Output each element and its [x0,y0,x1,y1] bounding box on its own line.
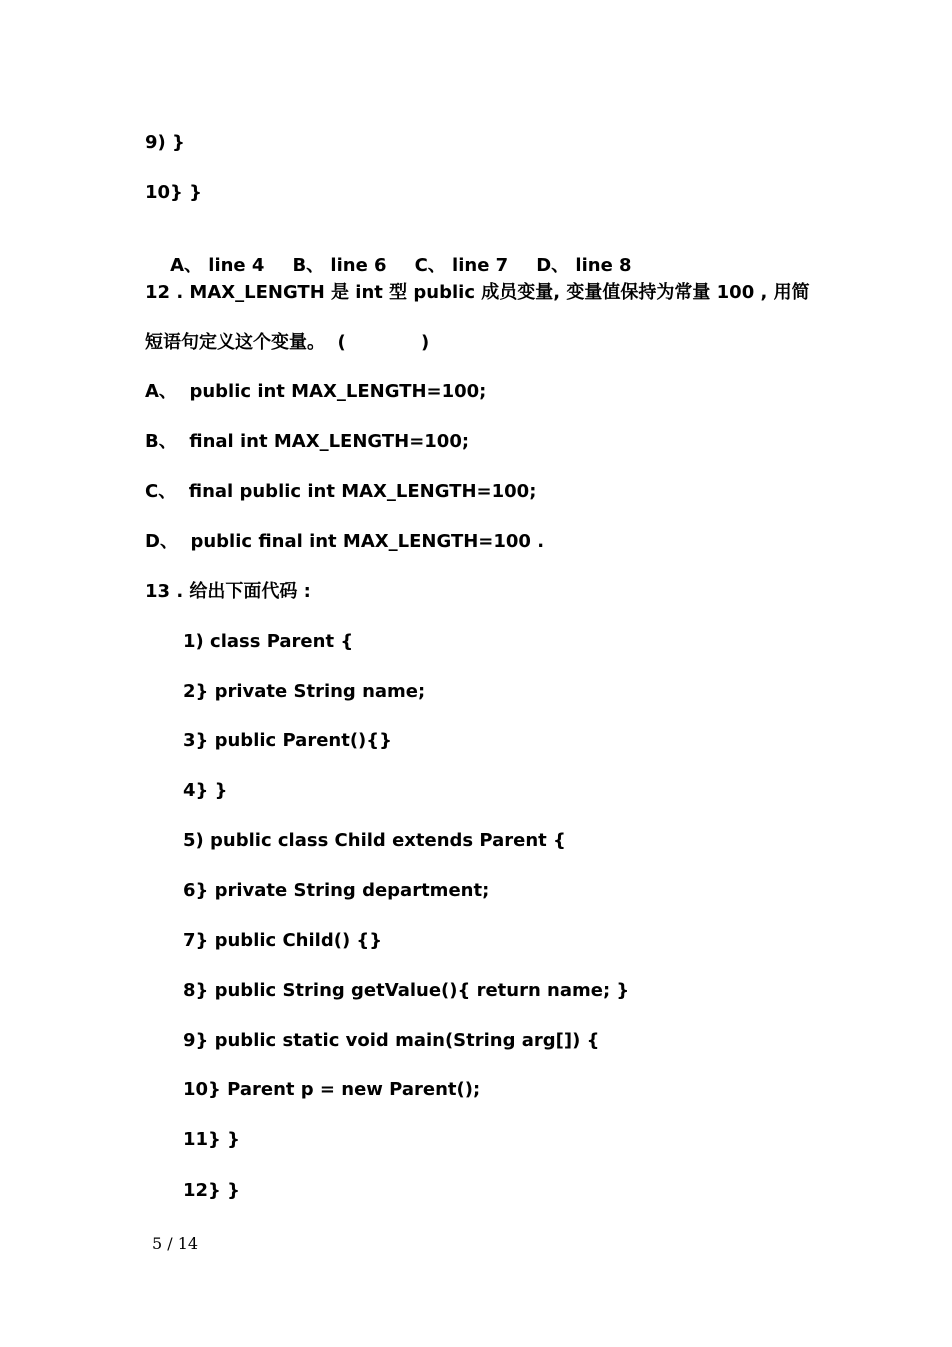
code-line: 5) public class Child extends Parent { [183,830,566,851]
code-line: 2} private String name; [183,681,426,702]
code-line: 10} Parent p = new Parent(); [183,1079,481,1100]
q11-option-c: C、 line 7 [414,255,509,276]
q12-text-line-2: 短语句定义这个变量。 ( ) [145,332,430,353]
code-line-9: 9) } [145,132,185,153]
code-line: 8} public String getValue(){ return name; } [183,980,630,1001]
code-line: 1) class Parent { [183,631,354,652]
code-line: 12} } [183,1180,240,1201]
q12-option-a: A、 public int MAX_LENGTH=100; [145,381,487,402]
code-line: 7} public Child() {} [183,930,383,951]
q12-text-line-1: 12 . MAX_LENGTH 是 int 型 public 成员变量, 变量值保持为常量 100 , 用简 [145,282,810,303]
q12-option-d: D、 public final int MAX_LENGTH=100 . [145,531,545,552]
q11-option-d: D、 line 8 [536,255,632,276]
code-line-10: 10} } [145,182,202,203]
q11-option-a: A、 line 4 [170,255,265,276]
code-line: 9} public static void main(String arg[]) { [183,1030,600,1051]
q11-option-b: B、 line 6 [292,255,387,276]
code-line: 3} public Parent(){} [183,730,392,751]
q12-option-c: C、 final public int MAX_LENGTH=100; [145,481,537,502]
q12-option-b: B、 final int MAX_LENGTH=100; [145,431,470,452]
q13-title: 13 . 给出下面代码 : [145,581,311,602]
code-line: 6} private String department; [183,880,490,901]
page-number: 5 / 14 [152,1234,199,1253]
code-line: 11} } [183,1129,240,1150]
code-line: 4} } [183,780,228,801]
